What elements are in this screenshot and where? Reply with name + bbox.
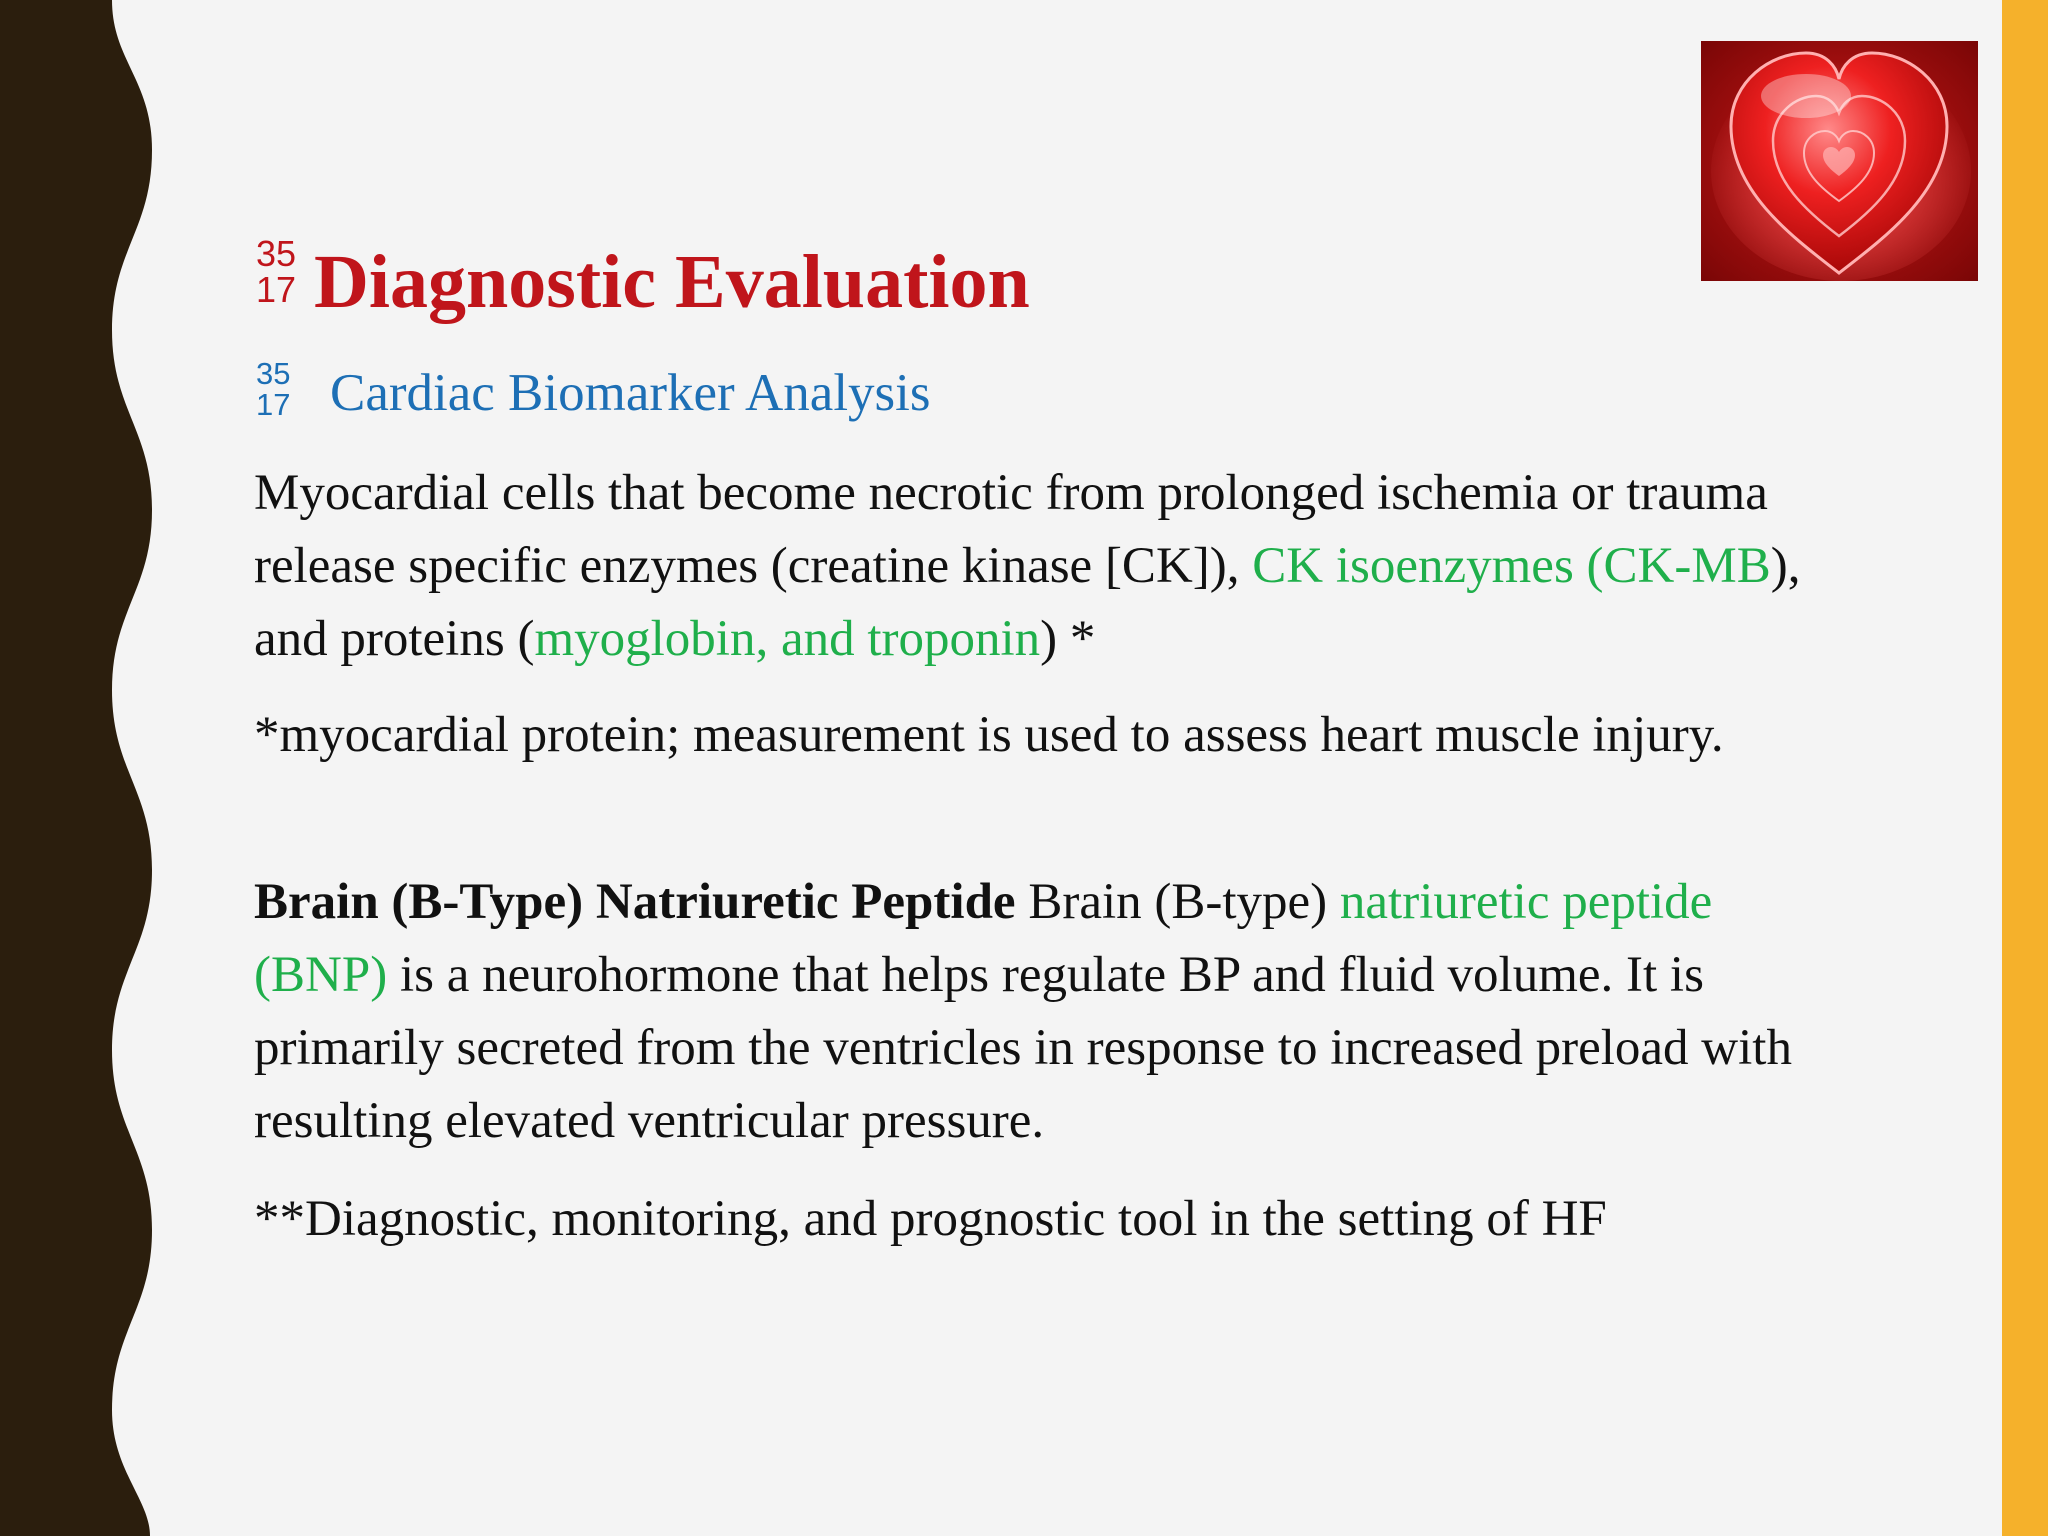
subtitle-text: Cardiac Biomarker Analysis (330, 364, 931, 422)
title-text: Diagnostic Evaluation (314, 240, 1030, 324)
title-marker-top: 35 (256, 233, 297, 274)
title-marker-bottom: 17 (256, 269, 297, 310)
paragraph-biomarkers (254, 457, 1814, 676)
paragraph-footnote: *myocardial protein; measurement is used to assess heart muscle injury. (254, 707, 1724, 763)
right-accent-bar (2002, 0, 2048, 1536)
p3-text-2: is a neurohormone that helps regulate BP and fluid volume. It is primarily secreted from the ventricles in response to increased preload with resulting elevated ventricular pressure. (254, 947, 1792, 1149)
p1-text-1: Myocardial cells that become necrotic from prolonged ischemia or trauma release specific enzymes (creatine kinase [CK]), (254, 465, 1768, 594)
subtitle-marker (256, 358, 290, 420)
paragraph-bnp (254, 866, 1814, 1158)
p1-text-3: ) * (1040, 611, 1096, 667)
p1-highlight-ckmb: CK isoenzymes (CK-MB (1252, 538, 1771, 594)
p3-text-1: Brain (B-type) (1015, 874, 1340, 930)
paragraph-hf-tool: **Diagnostic, monitoring, and prognostic tool in the setting of HF (254, 1191, 1607, 1247)
left-wave-border (0, 0, 170, 1536)
heart-icon (1701, 41, 1978, 281)
title-marker (256, 233, 297, 310)
subtitle-marker-bottom: 17 (256, 387, 291, 422)
p1-highlight-proteins: myoglobin, and troponin (534, 611, 1041, 667)
p3-bold-heading: Brain (B-Type) Natriuretic Peptide (254, 874, 1016, 930)
subtitle-marker-top: 35 (256, 356, 291, 391)
p1-text-2: ), and proteins ( (254, 538, 1801, 667)
p3-highlight-bnp: natriuretic peptide (BNP) (254, 874, 1713, 1003)
